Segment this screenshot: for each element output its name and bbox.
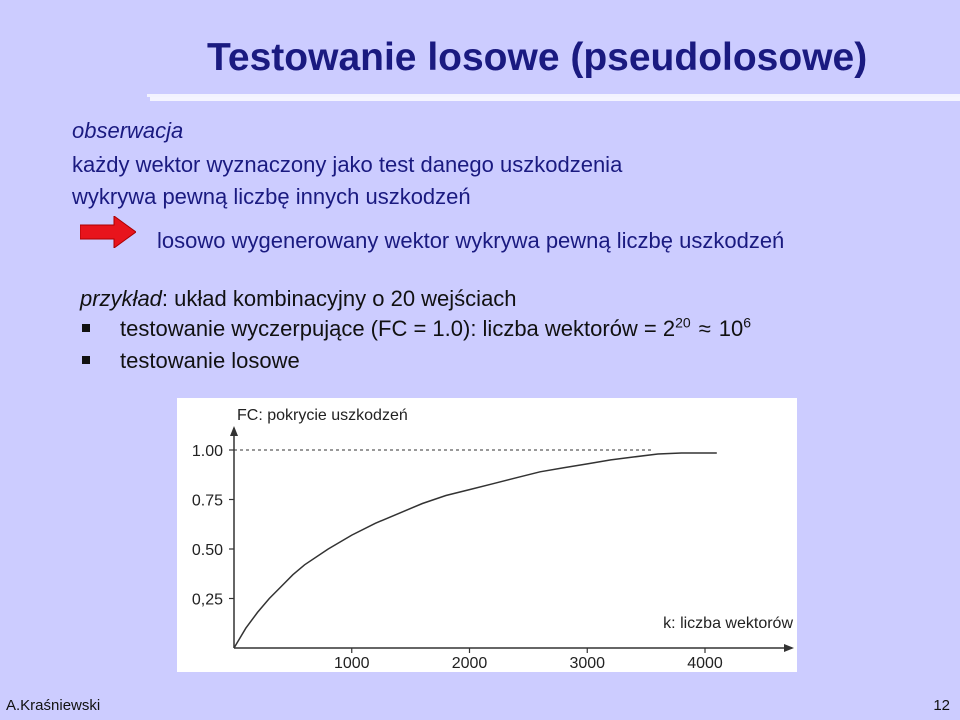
x-tick-label: 4000	[687, 655, 723, 672]
bullet-random: testowanie losowe	[120, 348, 300, 373]
x-axis-label: k: liczba wektorów	[663, 615, 793, 632]
square-bullet-icon	[82, 356, 90, 364]
y-tick-label: 1.00	[191, 443, 223, 460]
bullet-exhaustive-base: 10	[718, 316, 744, 341]
coverage-chart	[177, 398, 797, 672]
bullet-exhaustive-exponent: 20	[675, 314, 691, 331]
footer-author: A.Kraśniewski	[6, 697, 101, 714]
y-tick-label: 0.50	[191, 542, 223, 559]
x-tick-label: 3000	[569, 655, 606, 672]
x-axis-arrow	[784, 644, 794, 652]
slide-title: Testowanie losowe (pseudolosowe)	[207, 36, 868, 79]
observation-line-1: każdy wektor wyznaczony jako test danego uszkodzenia	[72, 152, 623, 177]
observation-label: obserwacja	[72, 118, 184, 143]
example-label: przykład	[80, 286, 162, 311]
bullet-exhaustive	[120, 316, 751, 342]
y-axis-label: FC: pokrycie uszkodzeń	[237, 407, 408, 424]
conclusion-text: losowo wygenerowany wektor wykrywa pewną liczbę uszkodzeń	[157, 228, 785, 253]
approx-icon: ≈	[698, 316, 711, 341]
observation-line-2: wykrywa pewną liczbę innych uszkodzeń	[72, 184, 471, 209]
coverage-curve	[234, 453, 717, 648]
example-line	[80, 286, 517, 312]
right-arrow-icon	[80, 216, 136, 248]
example-text: : układ kombinacyjny o 20 wejściach	[161, 286, 517, 311]
x-tick-label: 1000	[333, 655, 370, 672]
bullet-exhaustive-text: testowanie wyczerpujące (FC = 1.0): liczba wektorów = 2	[120, 316, 676, 341]
page-number: 12	[933, 697, 950, 714]
bullet-exhaustive-exponent-2: 6	[743, 314, 752, 331]
coverage-chart-svg	[177, 398, 797, 672]
x-tick-label: 2000	[451, 655, 488, 672]
y-axis-arrow	[230, 426, 238, 436]
y-tick-label: 0,25	[191, 591, 223, 609]
y-tick-label: 0.75	[191, 492, 223, 510]
square-bullet-icon	[82, 324, 90, 332]
